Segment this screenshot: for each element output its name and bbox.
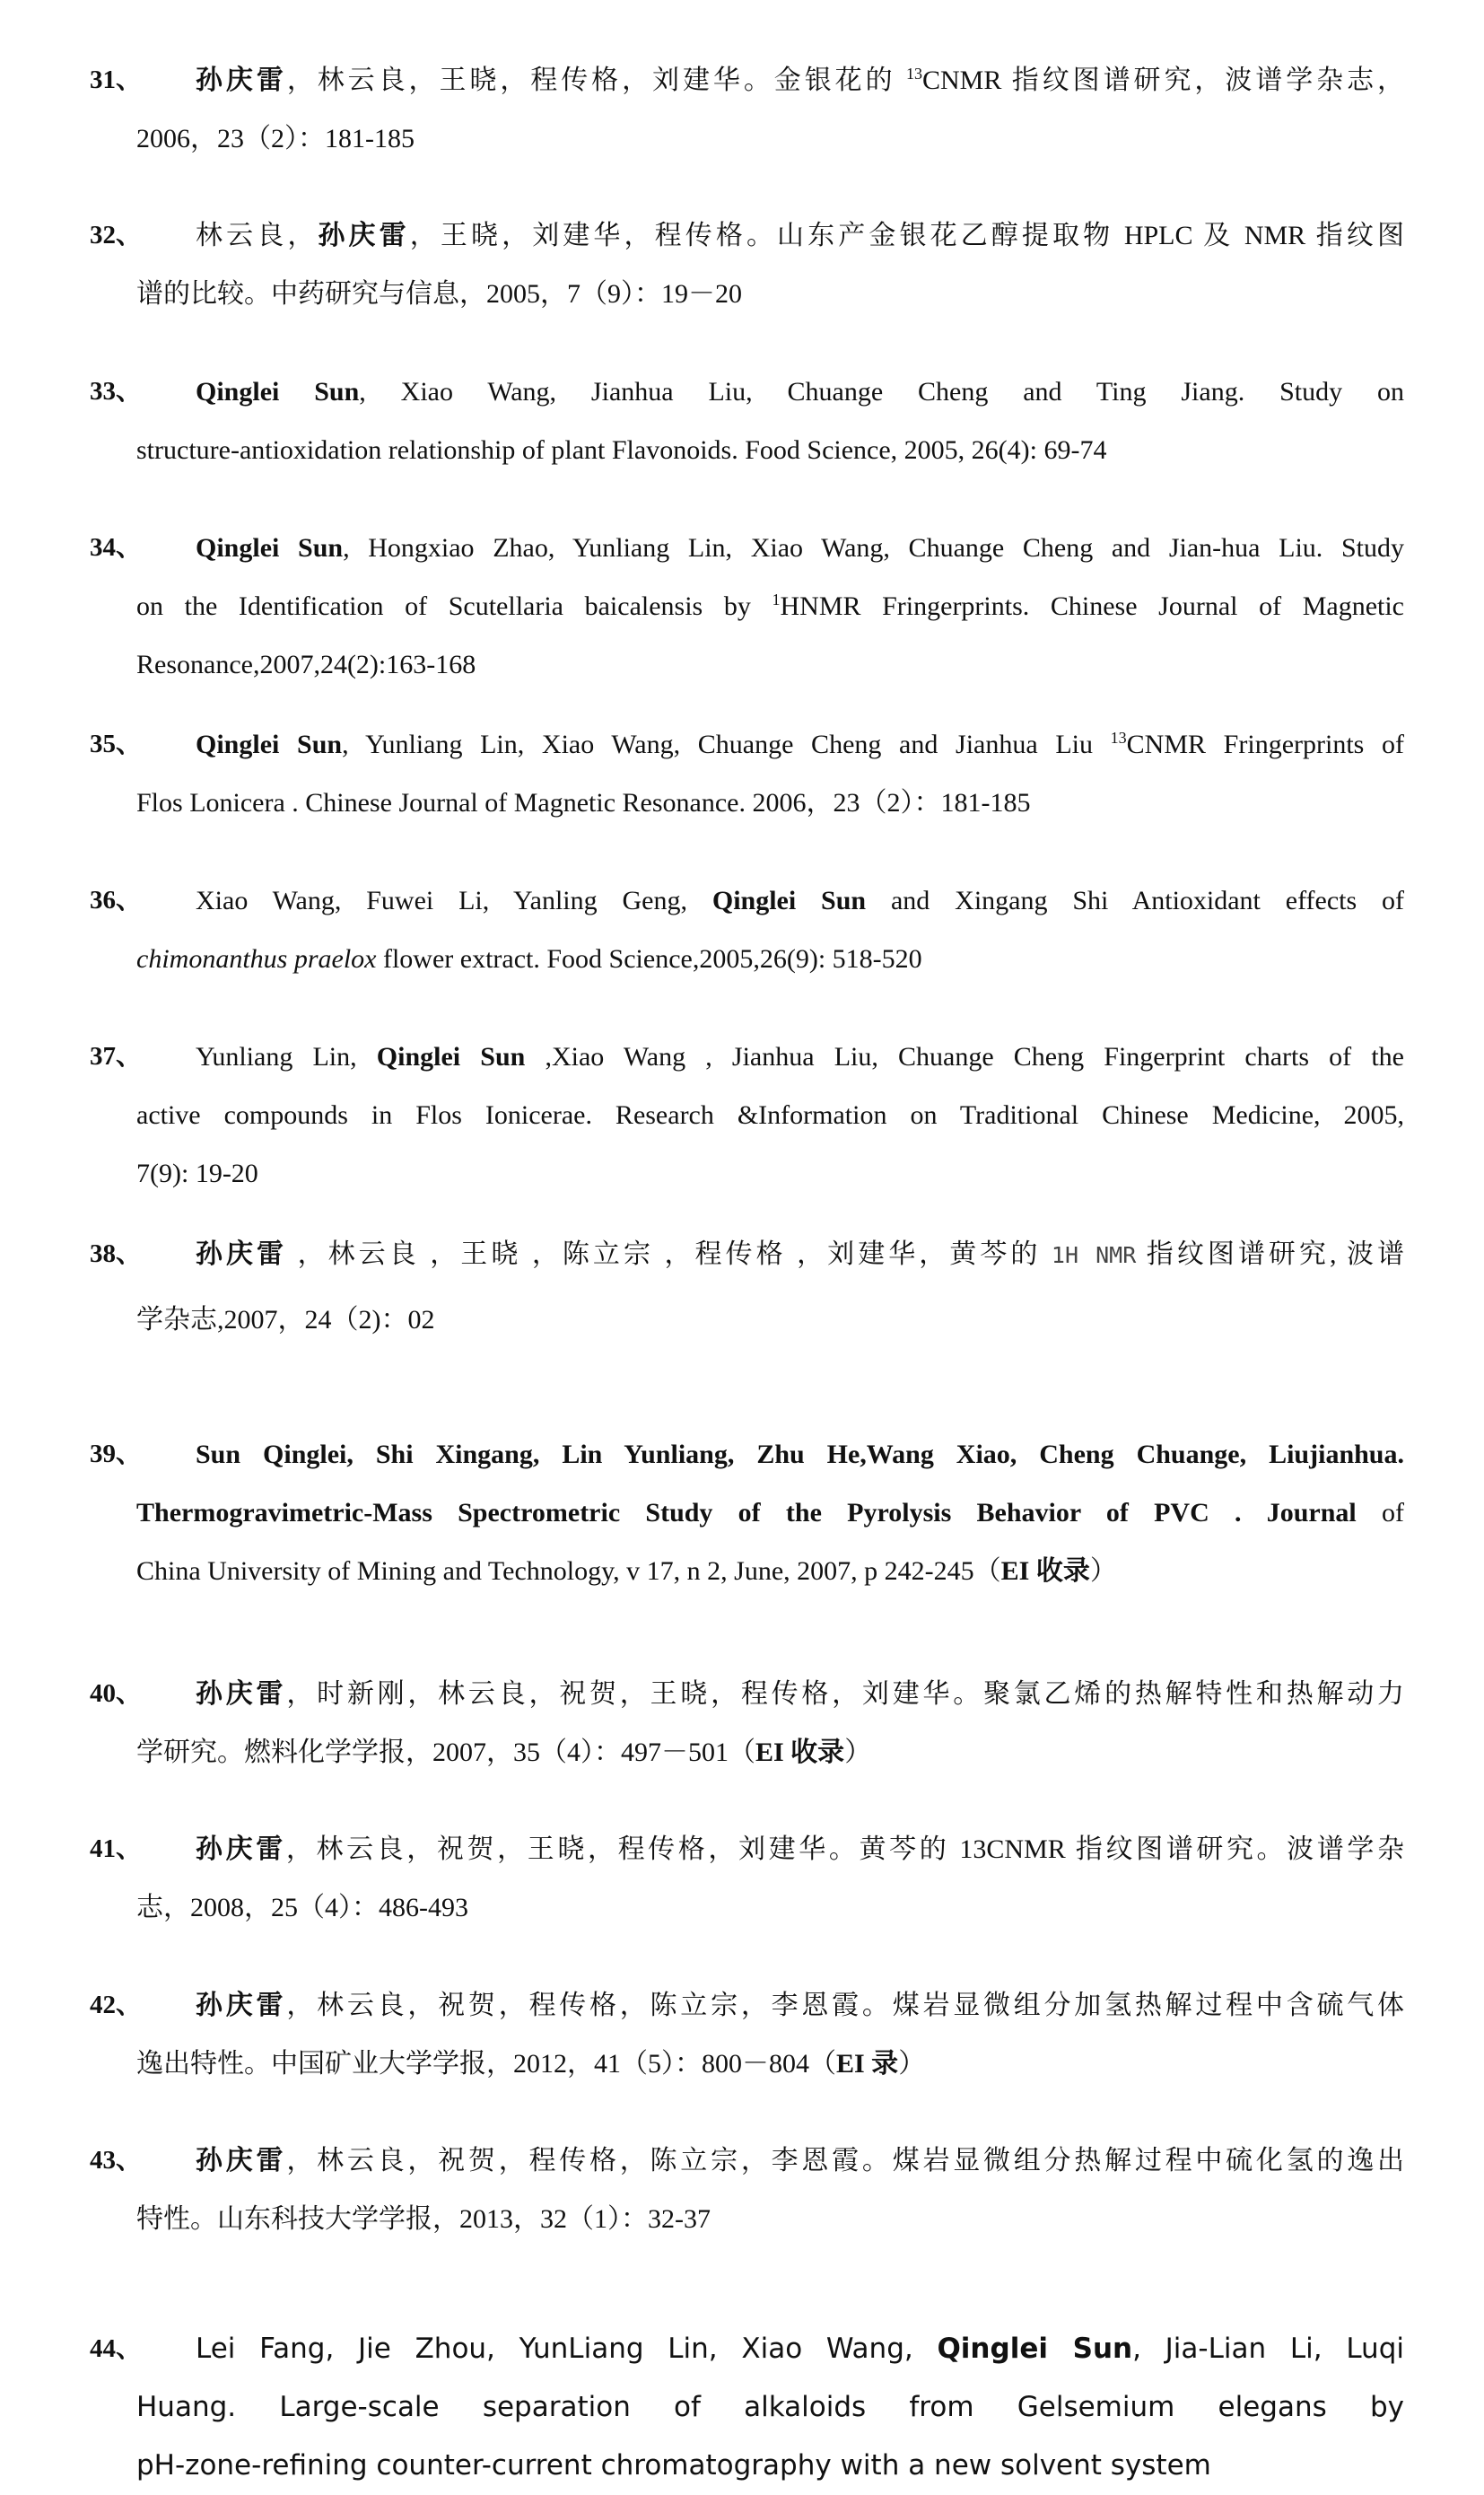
reference-line bbox=[136, 930, 1404, 988]
text-run: ） bbox=[844, 1738, 872, 1767]
text-run: ） bbox=[898, 2049, 926, 2079]
reference-line bbox=[196, 1976, 1404, 2035]
text-run: Lei Fang, Jie Zhou, YunLiang Lin, Xiao Wang, bbox=[196, 2333, 938, 2365]
bold-text: 孙庆雷 bbox=[196, 1991, 287, 2020]
text-run: CNMR Fringerprints of bbox=[1126, 730, 1404, 759]
superscript: 13 bbox=[1110, 729, 1127, 747]
text-run: 学研究。燃料化学学报，2007，35（4）：497－501（ bbox=[136, 1738, 755, 1767]
superscript: 1 bbox=[772, 591, 781, 608]
bold-text: 孙庆雷 bbox=[196, 66, 287, 95]
reference-line bbox=[136, 421, 1404, 479]
reference-line bbox=[136, 1542, 1404, 1600]
text-run: ，林云良，王晓，程传格，刘建华。金银花的 bbox=[286, 66, 906, 95]
reference-line bbox=[136, 109, 1404, 168]
text-run: ，时新刚，林云良，祝贺，王晓，程传格，刘建华。聚氯乙烯的热解特性和热解动力 bbox=[286, 1679, 1405, 1709]
reference-line bbox=[196, 1665, 1404, 1723]
text-run: active compounds in Flos Ionicerae. Research &Information on Traditional Chinese Medicine, 2005, bbox=[136, 1100, 1404, 1130]
bold-text: Qinglei Sun bbox=[711, 886, 867, 915]
text-run: 2006，23（2）：181-185 bbox=[136, 124, 415, 153]
reference-line bbox=[136, 265, 1404, 323]
reference-number: 33、 bbox=[90, 377, 143, 406]
reference-line bbox=[136, 2190, 1404, 2248]
text-run: ，王晓，刘建华，程传格。山东产金银花乙醇提取物 HPLC 及 NMR 指纹图 bbox=[409, 221, 1405, 250]
text-run: of bbox=[1356, 1498, 1404, 1528]
reference-number: 40、 bbox=[90, 1679, 143, 1708]
text-run: , Hongxiao Zhao, Yunliang Lin, Xiao Wang, Chuange Cheng and Jian-hua Liu. Study bbox=[343, 533, 1404, 563]
bold-text: 孙庆雷 bbox=[196, 1679, 287, 1709]
text-run: 志，2008，25（4）：486-493 bbox=[136, 1893, 468, 1922]
reference-number: 37、 bbox=[90, 1042, 143, 1071]
reference-line bbox=[136, 1484, 1404, 1542]
reference-number: 31、 bbox=[90, 66, 143, 94]
bold-text: EI 录 bbox=[836, 2049, 899, 2079]
reference-line bbox=[196, 1225, 1404, 1284]
reference-line bbox=[136, 1878, 1404, 1937]
text-run: CNMR 指纹图谱研究，波谱学杂志， bbox=[921, 66, 1405, 95]
text-run: ，林云良，祝贺，程传格，陈立宗，李恩霞。煤岩显微组分加氢热解过程中含硫气体 bbox=[286, 1991, 1405, 2020]
text-run: flower extract. Food Science,2005,26(9): 518-520 bbox=[376, 944, 922, 974]
reference-line bbox=[196, 1820, 1404, 1878]
bold-text: Thermogravimetric-Mass Spectrometric Study of the Pyrolysis Behavior of PVC . Journal bbox=[136, 1498, 1357, 1528]
text-run: ,Xiao Wang , Jianhua Liu, Chuange Cheng Fingerprint charts of the bbox=[525, 1042, 1404, 1072]
superscript: 13 bbox=[905, 65, 922, 83]
reference-number: 39、 bbox=[90, 1440, 143, 1468]
text-run: China University of Mining and Technology, v 17, n 2, June, 2007, p 242-245（ bbox=[136, 1556, 1001, 1586]
bold-text: 孙庆雷 bbox=[196, 1834, 286, 1864]
reference-number: 42、 bbox=[90, 1991, 143, 2019]
bold-text: Qinglei Sun bbox=[196, 377, 360, 407]
reference-line bbox=[136, 1291, 1404, 1349]
mono-text: 1H NMR bbox=[1051, 1242, 1137, 1268]
bold-text: Qinglei Sun bbox=[196, 730, 343, 759]
reference-number: 34、 bbox=[90, 533, 143, 562]
text-run: ，林云良，祝贺，王晓，程传格，刘建华。黄芩的 13CNMR 指纹图谱研究。波谱学杂 bbox=[285, 1834, 1405, 1864]
text-run: 学杂志,2007，24（2)：02 bbox=[136, 1305, 435, 1335]
reference-line bbox=[196, 51, 1404, 109]
text-run: 7(9): 19-20 bbox=[136, 1159, 258, 1188]
reference-number: 43、 bbox=[90, 2146, 143, 2175]
text-run: , Jia-Lian Li, Luqi bbox=[1132, 2333, 1404, 2365]
text-run: Huang. Large-scale separation of alkaloids from Gelsemium elegans by bbox=[136, 2391, 1404, 2423]
text-run: Yunliang Lin, bbox=[196, 1042, 377, 1072]
reference-line bbox=[196, 1028, 1404, 1086]
bold-text: Qinglei Sun bbox=[376, 1042, 526, 1072]
text-run: and Xingang Shi Antioxidant effects of bbox=[866, 886, 1404, 915]
bold-text: Qinglei Sun bbox=[937, 2333, 1133, 2365]
text-run: ，林云良，祝贺，程传格，陈立宗，李恩霞。煤岩显微组分热解过程中硫化氢的逸出 bbox=[286, 2146, 1405, 2175]
text-run: on the Identification of Scutellaria baicalensis by bbox=[136, 591, 773, 621]
bold-text: EI 收录 bbox=[1000, 1556, 1090, 1586]
text-run: Xiao Wang, Fuwei Li, Yanling Geng, bbox=[196, 886, 712, 915]
reference-line bbox=[196, 206, 1404, 265]
text-run: 特性。山东科技大学学报，2013，32（1）：32-37 bbox=[136, 2204, 711, 2234]
reference-number: 32、 bbox=[90, 221, 143, 250]
text-run: , Yunliang Lin, Xiao Wang, Chuange Cheng and Jianhua Liu bbox=[342, 730, 1111, 759]
text-run: HNMR Fringerprints. Chinese Journal of Magnetic bbox=[780, 591, 1404, 621]
reference-line bbox=[136, 635, 1404, 694]
reference-line bbox=[136, 774, 1404, 832]
text-run: structure-antioxidation relationship of plant Flavonoids. Food Science, 2005, 26(4): 69-74 bbox=[136, 435, 1107, 465]
text-run: 指纹图谱研究, 波谱 bbox=[1136, 1239, 1405, 1269]
italic-text: chimonanthus praelox bbox=[136, 944, 377, 974]
bold-text: 孙庆雷 bbox=[196, 1239, 288, 1269]
reference-number: 44、 bbox=[90, 2334, 143, 2363]
reference-number: 36、 bbox=[90, 886, 143, 915]
reference-line bbox=[196, 363, 1404, 421]
bold-text: 孙庆雷 bbox=[196, 2146, 287, 2175]
reference-line bbox=[136, 1086, 1404, 1144]
reference-line bbox=[196, 715, 1404, 774]
bold-text: EI 收录 bbox=[755, 1738, 845, 1767]
text-run: 林云良， bbox=[196, 221, 319, 250]
bold-text: 孙庆雷 bbox=[318, 221, 410, 250]
text-run: 逸出特性。中国矿业大学学报，2012，41（5）：800－804（ bbox=[136, 2049, 836, 2079]
text-run: , Xiao Wang, Jianhua Liu, Chuange Cheng and Ting Jiang. Study on bbox=[359, 377, 1404, 407]
reference-number: 38、 bbox=[90, 1239, 143, 1268]
reference-line bbox=[136, 1723, 1404, 1782]
reference-line bbox=[196, 871, 1404, 930]
reference-line bbox=[136, 2437, 1404, 2495]
text-run: ） bbox=[1089, 1556, 1117, 1586]
reference-number: 35、 bbox=[90, 730, 143, 758]
reference-line bbox=[136, 1144, 1404, 1203]
reference-number: 41、 bbox=[90, 1834, 143, 1863]
reference-line bbox=[196, 2132, 1404, 2190]
reference-line bbox=[196, 519, 1404, 577]
bold-text: Qinglei Sun bbox=[196, 533, 344, 563]
reference-line bbox=[196, 1425, 1404, 1484]
text-run: ，林云良 ，王晓 ，陈立宗 ，程传格 ，刘建华，黄芩的 bbox=[287, 1239, 1052, 1269]
text-run: 谱的比较。中药研究与信息，2005，7（9）：19－20 bbox=[136, 279, 742, 309]
text-run: Resonance,2007,24(2):163-168 bbox=[136, 650, 476, 679]
bold-text: Sun Qinglei, Shi Xingang, Lin Yunliang, Zhu He,Wang Xiao, Cheng Chuange, Liujianhua. bbox=[196, 1440, 1404, 1469]
reference-line bbox=[136, 577, 1404, 635]
reference-line bbox=[136, 2378, 1404, 2437]
text-run: pH-zone-refining counter-current chromatography with a new solvent system bbox=[136, 2449, 1211, 2482]
reference-line bbox=[196, 2320, 1404, 2378]
text-run: Flos Lonicera . Chinese Journal of Magnetic Resonance. 2006，23（2）：181-185 bbox=[136, 788, 1031, 818]
reference-line bbox=[136, 2035, 1404, 2093]
